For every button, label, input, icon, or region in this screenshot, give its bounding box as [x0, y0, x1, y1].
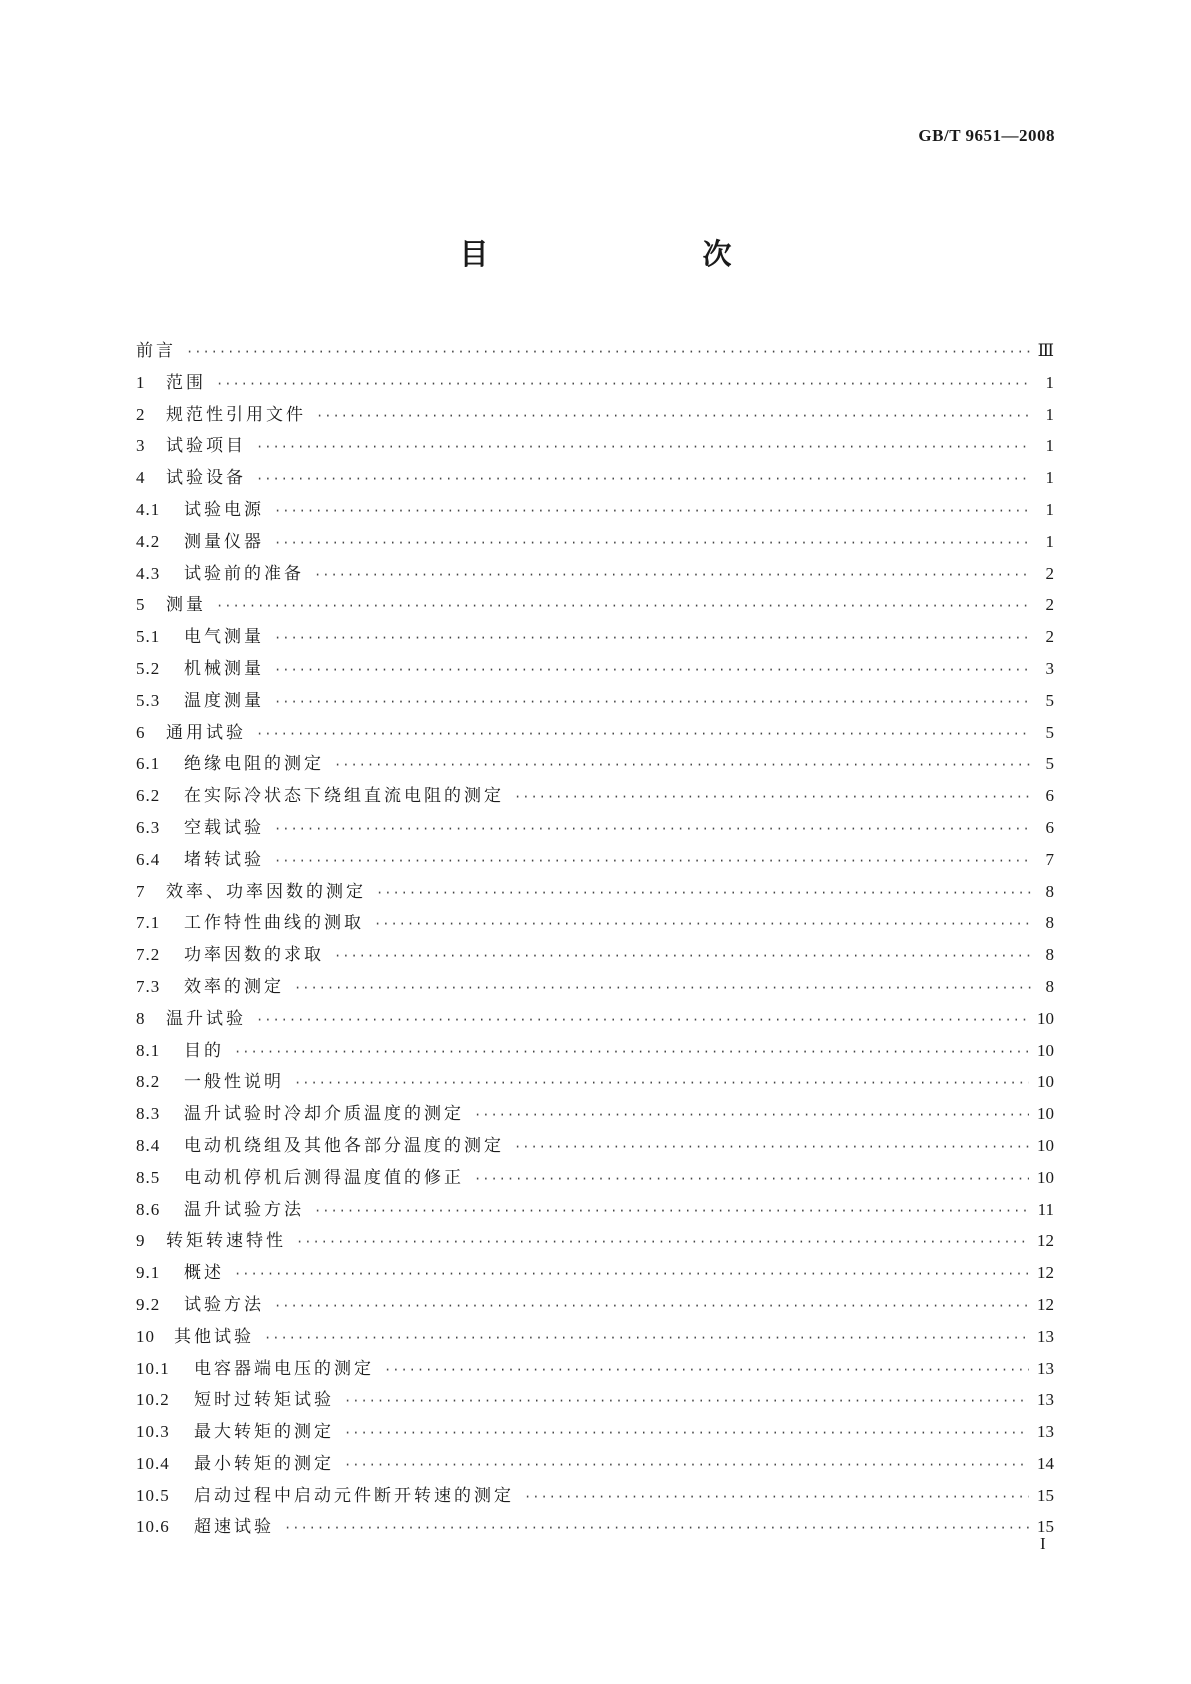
- toc-entry-label: 其他试验: [174, 1326, 254, 1347]
- dot-leader: [514, 790, 1032, 804]
- dot-leader: [274, 663, 1032, 677]
- dot-leader: [216, 377, 1032, 391]
- toc-entry-number: 4.1: [136, 499, 161, 519]
- dot-leader: [294, 981, 1032, 995]
- toc-entry-number: 10: [136, 1326, 155, 1346]
- toc-entry-label: 试验设备: [166, 468, 246, 489]
- toc-entry[interactable]: [136, 718, 1054, 750]
- dot-leader: [514, 1140, 1029, 1154]
- toc-entry-number: 8.1: [136, 1040, 161, 1060]
- toc-entry-label: 机械测量: [184, 658, 264, 679]
- dot-leader: [234, 1045, 1029, 1059]
- dot-leader: [524, 1490, 1029, 1504]
- toc-entry-page: 1: [1045, 468, 1054, 488]
- toc-entry-number: 8.3: [136, 1104, 161, 1124]
- toc-entry[interactable]: [136, 1131, 1054, 1163]
- toc-entry-page: 5: [1045, 754, 1054, 774]
- toc-entry-label: 电动机绕组及其他各部分温度的测定: [184, 1135, 504, 1156]
- toc-entry-label: 空载试验: [184, 817, 264, 838]
- toc-entry-number: 10.1: [136, 1358, 170, 1378]
- toc-entry[interactable]: [136, 495, 1054, 527]
- toc-entry-number: 4: [136, 468, 146, 488]
- toc-entry-label: 效率的测定: [184, 976, 284, 997]
- toc-entry-label: 范围: [166, 372, 206, 393]
- toc-entry-page: 15: [1037, 1485, 1054, 1505]
- toc-entry[interactable]: [136, 845, 1054, 877]
- dot-leader: [274, 822, 1032, 836]
- dot-leader: [274, 504, 1032, 518]
- toc-entry-label: 最大转矩的测定: [194, 1422, 334, 1443]
- dot-leader: [314, 1204, 1030, 1218]
- page-number: I: [1040, 1534, 1046, 1553]
- toc-entry[interactable]: [136, 1449, 1054, 1481]
- toc-entry-page: 10: [1037, 1167, 1054, 1187]
- toc-entry-label: 堵转试验: [184, 849, 264, 870]
- toc-entry-label: 试验方法: [184, 1294, 264, 1315]
- dot-leader: [474, 1172, 1029, 1186]
- toc-entry-label: 试验前的准备: [184, 563, 304, 584]
- toc-entry-label: 规范性引用文件: [166, 404, 306, 425]
- toc-entry[interactable]: [136, 1195, 1054, 1227]
- toc-entry[interactable]: [136, 686, 1054, 718]
- toc-entry-page: 6: [1045, 817, 1054, 837]
- toc-entry-label: 前言: [136, 341, 176, 361]
- toc-entry-label: 启动过程中启动元件断开转速的测定: [194, 1485, 514, 1506]
- toc-entry-page: 13: [1037, 1326, 1054, 1346]
- toc-entry-number: 7.3: [136, 976, 161, 996]
- toc-entry-page: 8: [1045, 945, 1054, 965]
- toc-entry-label: 超速试验: [194, 1517, 274, 1538]
- dot-leader: [274, 536, 1032, 550]
- toc-entry-number: 9: [136, 1231, 146, 1251]
- toc-entry-label: 电动机停机后测得温度值的修正: [184, 1167, 464, 1188]
- toc-entry-page: 12: [1037, 1231, 1054, 1251]
- toc-entry-label: 温度测量: [184, 690, 264, 711]
- toc-entry[interactable]: [136, 654, 1054, 686]
- toc-entry[interactable]: [136, 1004, 1054, 1036]
- toc-entry-page: 13: [1037, 1422, 1054, 1442]
- toc-entry-number: 10.3: [136, 1422, 170, 1442]
- toc-entry-page: 12: [1037, 1294, 1054, 1314]
- toc-entry-number: 4.3: [136, 563, 161, 583]
- toc-entry-number: 5: [136, 595, 146, 615]
- toc-entry-label: 在实际冷状态下绕组直流电阻的测定: [184, 786, 504, 807]
- toc-entry-page: 10: [1037, 1135, 1054, 1155]
- toc-entry[interactable]: [136, 1481, 1054, 1513]
- toc-entry[interactable]: [136, 1417, 1054, 1449]
- toc-entry-page: 1: [1045, 372, 1054, 392]
- toc-entry[interactable]: [136, 590, 1054, 622]
- dot-leader: [216, 599, 1032, 613]
- dot-leader: [294, 1076, 1029, 1090]
- dot-leader: [284, 1521, 1029, 1535]
- dot-leader: [334, 949, 1032, 963]
- toc-entry-label: 功率因数的求取: [184, 945, 324, 966]
- toc-entry[interactable]: [136, 1258, 1054, 1290]
- toc-entry[interactable]: [136, 1290, 1054, 1322]
- dot-leader: [234, 1267, 1029, 1281]
- toc-entry[interactable]: [136, 1512, 1054, 1544]
- toc-entry-page: 11: [1037, 1199, 1054, 1219]
- toc-entry-number: 5.2: [136, 658, 161, 678]
- toc-entry-page: 15: [1037, 1517, 1054, 1537]
- dot-leader: [274, 854, 1032, 868]
- toc-entry[interactable]: [136, 1067, 1054, 1099]
- dot-leader: [256, 727, 1032, 741]
- toc-entry-label: 概述: [184, 1263, 224, 1284]
- toc-entry-page: 7: [1045, 849, 1054, 869]
- dot-leader: [256, 472, 1032, 486]
- toc-entry[interactable]: [136, 1385, 1054, 1417]
- toc-entry-label: 绝缘电阻的测定: [184, 754, 324, 775]
- dot-leader: [344, 1394, 1029, 1408]
- toc-entry[interactable]: [136, 781, 1054, 813]
- toc-entry-page: 10: [1037, 1008, 1054, 1028]
- toc-entry[interactable]: [136, 368, 1054, 400]
- dot-leader: [474, 1108, 1029, 1122]
- toc-entry-number: 8.2: [136, 1072, 161, 1092]
- dot-leader: [374, 917, 1032, 931]
- toc-entry-number: 6.1: [136, 754, 161, 774]
- dot-leader: [316, 409, 1032, 423]
- toc-entry[interactable]: [136, 908, 1054, 940]
- toc-entry-page: 10: [1037, 1072, 1054, 1092]
- toc-entry-number: 9.1: [136, 1263, 161, 1283]
- toc-entry-label: 目的: [184, 1040, 224, 1061]
- toc-entry-number: 6.3: [136, 817, 161, 837]
- toc-entry-number: 7.1: [136, 913, 161, 933]
- toc-entry[interactable]: [136, 940, 1054, 972]
- toc-entry-page: 10: [1037, 1104, 1054, 1124]
- toc-entry-page: 14: [1037, 1453, 1054, 1473]
- toc-entry[interactable]: [136, 622, 1054, 654]
- toc-entry[interactable]: [136, 431, 1054, 463]
- dot-leader: [256, 1013, 1029, 1027]
- toc-entry-number: 7.2: [136, 945, 161, 965]
- toc-entry[interactable]: [136, 972, 1054, 1004]
- toc-entry-number: 8.4: [136, 1135, 161, 1155]
- toc-entry-label: 电气测量: [184, 627, 264, 648]
- toc-entry-label: 效率、功率因数的测定: [166, 881, 366, 902]
- toc-entry-number: 5.3: [136, 690, 161, 710]
- dot-leader: [274, 695, 1032, 709]
- toc-entry-page: 1: [1045, 499, 1054, 519]
- toc-entry-page: 2: [1045, 595, 1054, 615]
- toc-entry-page: 8: [1045, 976, 1054, 996]
- toc-entry-page: 8: [1045, 913, 1054, 933]
- dot-leader: [344, 1426, 1029, 1440]
- toc-entry[interactable]: [136, 1163, 1054, 1195]
- toc-entry-page: 2: [1045, 627, 1054, 647]
- toc-entry-page: 12: [1037, 1263, 1054, 1283]
- toc-entry[interactable]: [136, 877, 1054, 909]
- toc-entry-page: Ⅲ: [1037, 341, 1054, 360]
- toc-title: 目 次: [459, 237, 784, 271]
- toc-entry-number: 10.6: [136, 1517, 170, 1537]
- toc-entry-label: 测量: [166, 595, 206, 616]
- toc-entry[interactable]: [136, 336, 1054, 368]
- toc-entry[interactable]: [136, 1036, 1054, 1068]
- toc-entry-label: 一般性说明: [184, 1072, 284, 1093]
- toc-entry-number: 5.1: [136, 627, 161, 647]
- toc-entry-number: 2: [136, 404, 146, 424]
- toc-entry[interactable]: [136, 527, 1054, 559]
- dot-leader: [274, 1299, 1029, 1313]
- toc-entry-page: 1: [1045, 404, 1054, 424]
- toc-entry-number: 1: [136, 372, 146, 392]
- toc-entry-label: 试验项目: [166, 436, 246, 457]
- toc-entry-number: 10.5: [136, 1485, 170, 1505]
- toc-entry[interactable]: [136, 1099, 1054, 1131]
- dot-leader: [314, 568, 1032, 582]
- toc-entry-number: 10.2: [136, 1390, 170, 1410]
- toc-entry-page: 1: [1045, 531, 1054, 551]
- toc-entry-page: 8: [1045, 881, 1054, 901]
- toc-entry[interactable]: [136, 749, 1054, 781]
- toc-entry-page: 5: [1045, 722, 1054, 742]
- toc-entry-label: 电容器端电压的测定: [194, 1358, 374, 1379]
- toc-entry-label: 温升试验: [166, 1008, 246, 1029]
- toc-entry[interactable]: [136, 400, 1054, 432]
- toc-entry-page: 1: [1045, 436, 1054, 456]
- table-of-contents: [136, 336, 1054, 1544]
- dot-leader: [384, 1363, 1029, 1377]
- dot-leader: [344, 1458, 1029, 1472]
- toc-entry-label: 温升试验方法: [184, 1199, 304, 1220]
- toc-entry-label: 最小转矩的测定: [194, 1453, 334, 1474]
- toc-entry-label: 转矩转速特性: [166, 1231, 286, 1252]
- toc-entry-number: 8.5: [136, 1167, 161, 1187]
- toc-entry-number: 8: [136, 1008, 146, 1028]
- toc-entry-page: 5: [1045, 690, 1054, 710]
- dot-leader: [256, 440, 1032, 454]
- dot-leader: [264, 1331, 1029, 1345]
- toc-entry-page: 2: [1045, 563, 1054, 583]
- toc-entry-label: 温升试验时冷却介质温度的测定: [184, 1104, 464, 1125]
- toc-entry-page: 3: [1045, 658, 1054, 678]
- dot-leader: [376, 886, 1032, 900]
- toc-entry[interactable]: [136, 1322, 1054, 1354]
- standard-code: GB/T 9651—2008: [918, 126, 1055, 145]
- toc-entry-label: 通用试验: [166, 722, 246, 743]
- toc-entry[interactable]: [136, 1226, 1054, 1258]
- toc-entry-number: 4.2: [136, 531, 161, 551]
- toc-entry-label: 试验电源: [184, 499, 264, 520]
- toc-entry-number: 6.4: [136, 849, 161, 869]
- toc-entry-label: 工作特性曲线的测取: [184, 913, 364, 934]
- toc-entry[interactable]: [136, 559, 1054, 591]
- toc-entry-label: 短时过转矩试验: [194, 1390, 334, 1411]
- dot-leader: [296, 1235, 1029, 1249]
- toc-entry-page: 10: [1037, 1040, 1054, 1060]
- toc-entry[interactable]: [136, 813, 1054, 845]
- dot-leader: [274, 631, 1032, 645]
- toc-entry-number: 9.2: [136, 1294, 161, 1314]
- toc-entry-number: 8.6: [136, 1199, 161, 1219]
- toc-entry-page: 13: [1037, 1390, 1054, 1410]
- toc-entry-number: 10.4: [136, 1453, 170, 1473]
- toc-entry[interactable]: [136, 1354, 1054, 1386]
- toc-entry-number: 6.2: [136, 786, 161, 806]
- toc-entry-label: 测量仪器: [184, 531, 264, 552]
- dot-leader: [186, 345, 1030, 359]
- toc-entry-number: 6: [136, 722, 146, 742]
- toc-entry-number: 3: [136, 436, 146, 456]
- dot-leader: [334, 758, 1032, 772]
- toc-entry[interactable]: [136, 463, 1054, 495]
- toc-entry-page: 13: [1037, 1358, 1054, 1378]
- toc-entry-number: 7: [136, 881, 146, 901]
- toc-entry-page: 6: [1045, 786, 1054, 806]
